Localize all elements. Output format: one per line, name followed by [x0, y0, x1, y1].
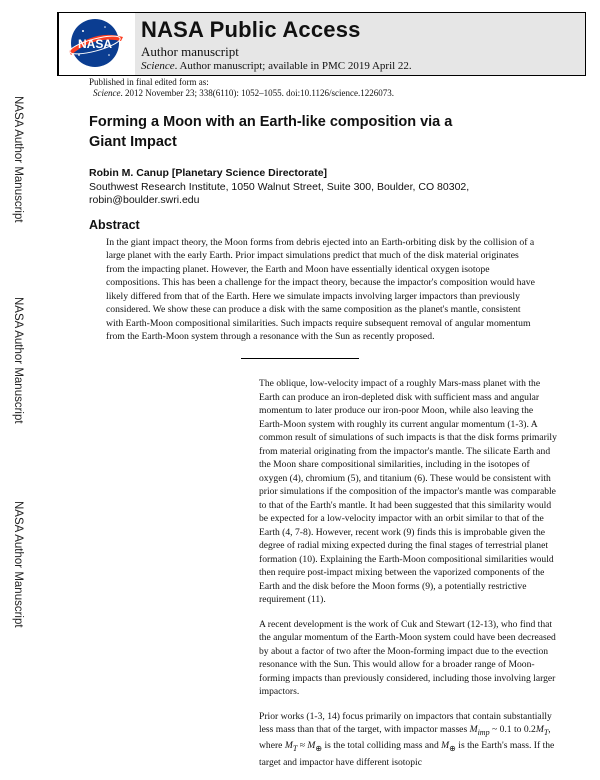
- side-label-nasa-author-manuscript: NASA Author Manuscript: [12, 297, 24, 424]
- abstract-text: In the giant impact theory, the Moon forms from debris ejected into an Earth-orbiting disk by the collision of a large planet with the early Earth. Prior impact simulations predict that much of the disk material originates from the impacting planet. However, the Earth and Moon have essentially identical oxygen isotope compositions. This has been a challenge for the impact theory, because the impactor's composition would have likely differed from that of the Earth. Here we simulate impacts involving larger impactors than previously considered. We show these can produce a disk with the same composition as the planet's mantle, consistent with Earth-Moon compositional similarities. Such impacts require subsequent removal of angular momentum from the Earth-Moon system through a resonance with the Sun as recently proposed.: [106, 237, 535, 343]
- side-label-nasa-author-manuscript: NASA Author Manuscript: [12, 96, 24, 223]
- author-block: [89, 167, 469, 208]
- header-availability: [141, 60, 412, 72]
- section-divider: [241, 358, 359, 359]
- author-name: Robin M. Canup [Planetary Science Directorate]: [89, 167, 328, 179]
- nasa-logo-icon: [61, 15, 129, 71]
- author-affiliation: Southwest Research Institute, 1050 Walnut Street, Suite 300, Boulder, CO 80302,: [89, 180, 470, 193]
- body-paragraph-2: A recent development is the work of Cuk and Stewart (12-13), who find that the angular momentum of the Earth-Moon system could have been decreased by about a factor of two after the Moon-forming impact due to the evection resonance with the Sun. This would allow for a broader range of Moon-forming impacts than previously considered, including those involving larger impactors.: [259, 618, 556, 697]
- header-subtitle: Author manuscript: [141, 44, 239, 59]
- author-email[interactable]: robin@boulder.swri.edu: [89, 194, 200, 206]
- public-access-header: [57, 12, 586, 76]
- abstract-heading: Abstract: [89, 218, 140, 232]
- citation-journal: Science: [93, 88, 121, 98]
- citation-text: . 2012 November 23; 338(6110): 1052–1055. doi:10.1126/science.1226073.: [120, 88, 395, 98]
- side-label-nasa-author-manuscript: NASA Author Manuscript: [12, 501, 24, 628]
- body-paragraph-1: The oblique, low-velocity impact of a roughly Mars-mass planet with the Earth can produce an iron-depleted disk with sufficient mass and angular momentum to later produce our iron-poor Moon, while also leaving the Earth-Moon system with roughly its current angular momentum (1-3). A common result of simulations of such impacts is that the disk forms primarily from material originating from the impactor's mantle. The silicate Earth and the Moon share compositional similarities, including in the isotopes of oxygen (4), chromium (5), and titanium (6). These would be consistent with prior simulations if the composition of the impactor's mantle was comparable to that of the Earth's mantle. It had been suggested that this similarity would be expected for a low-velocity impactor with an orbit similar to that of the Earth (4, 7-8). However, recent work (9) finds this is improbable given the degree of radial mixing expected during the final stages of terrestrial planet formation (10). Explaining the Earth-Moon compositional similarities would then require post-impact mixing between the vaporized components of the Earth and the disk before the Moon forms (9), a potentially restrictive requirement (11).: [259, 378, 557, 605]
- article-body: [259, 377, 559, 780]
- published-line: Published in final edited form as:: [89, 77, 209, 87]
- header-availability-text: . Author manuscript; available in PMC 2019 April 22.: [174, 60, 412, 72]
- publication-info: [89, 77, 394, 99]
- header-journal: Science: [141, 60, 175, 72]
- citation-line: [89, 88, 394, 99]
- article-title: Forming a Moon with an Earth-like composition via a Giant Impact: [89, 114, 453, 150]
- nasa-logo-text: NASA: [77, 37, 113, 51]
- body-paragraph-3: Prior works (1-3, 14) focus primarily on impactors that contain substantially less mass than that of the target, with impactor masses $M_{imp}$ ~ 0.1 to $0.2M_T$, where $M_T \approx M_\oplus$ is the total colliding mass and $M_\oplus$ is the Earth's mass. If the target and impactor have different isotopic: [259, 710, 555, 768]
- header-title: NASA Public Access: [141, 17, 361, 42]
